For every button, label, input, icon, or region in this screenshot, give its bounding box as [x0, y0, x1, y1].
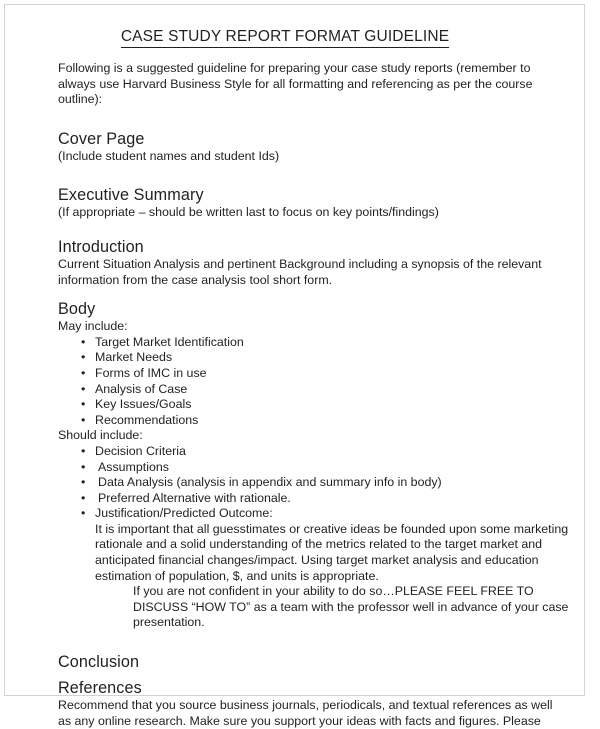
list-item	[58, 460, 570, 476]
should-include-list	[58, 444, 570, 522]
spacer	[58, 108, 570, 129]
may-include-label: May include:	[58, 319, 128, 334]
list-item-label: Market Needs	[95, 350, 173, 365]
list-item	[58, 382, 570, 398]
list-item-label: Justification/Predicted Outcome:	[95, 506, 273, 521]
document-page	[4, 4, 585, 728]
document-body	[58, 61, 570, 729]
bullet-icon: •	[81, 365, 86, 380]
bullet-icon: •	[81, 475, 86, 490]
list-item	[58, 413, 570, 429]
list-item	[58, 397, 570, 413]
bullet-icon: •	[81, 412, 86, 427]
heading-executive-summary: Executive Summary	[58, 186, 204, 205]
list-item-label: Recommendations	[95, 412, 199, 427]
references-text-line-1: Recommend that you source business journals, periodicals, and textual references as well	[58, 698, 553, 713]
list-item-label: Decision Criteria	[95, 443, 186, 458]
bullet-icon: •	[81, 334, 86, 349]
may-include-list	[58, 335, 570, 429]
bullet-icon: •	[81, 443, 86, 458]
list-item	[58, 366, 570, 382]
should-include-label: Should include:	[58, 428, 143, 443]
heading-cover-page: Cover Page	[58, 129, 145, 148]
list-item-label: Forms of IMC in use	[95, 365, 207, 380]
introduction-text: Current Situation Analysis and pertinent Background including a synopsis of the relevant information from the case analysis tool short form.	[58, 256, 542, 287]
discuss-paragraph-wrapper	[58, 584, 570, 631]
list-item	[58, 444, 570, 460]
list-item	[58, 475, 570, 491]
bullet-icon: •	[81, 397, 86, 412]
bullet-icon: •	[81, 490, 86, 505]
list-item-label: Assumptions	[98, 459, 169, 474]
list-item	[58, 506, 570, 522]
list-item-label: Preferred Alternative with rationale.	[98, 490, 291, 505]
list-item	[58, 491, 570, 507]
justification-paragraph: It is important that all guesstimates or creative ideas be founded upon some marketing rationale and a solid understanding of the metrics related to the target market and anticipated financial changes/impact. Using target market analysis and education estimation of population, $, and units is appropriate.	[95, 521, 569, 583]
list-item-label: Key Issues/Goals	[95, 397, 192, 412]
spacer	[58, 631, 570, 652]
heading-introduction: Introduction	[58, 237, 144, 256]
page-title	[5, 27, 565, 47]
page-title-text: CASE STUDY REPORT FORMAT GUIDELINE	[121, 28, 449, 48]
list-item	[58, 335, 570, 351]
justification-paragraph-wrapper	[58, 522, 570, 584]
spacer	[58, 288, 570, 299]
bullet-icon: •	[81, 350, 86, 365]
list-item-label: Data Analysis (analysis in appendix and summary info in body)	[98, 475, 442, 490]
intro-paragraph: Following is a suggested guideline for preparing your case study reports (remember to always use Harvard Business Style for all formatting and referencing as per the course outline):	[58, 61, 533, 107]
heading-body: Body	[58, 300, 96, 319]
list-item-label: Target Market Identification	[95, 334, 244, 349]
list-item	[58, 350, 570, 366]
list-item-label: Analysis of Case	[95, 381, 188, 396]
bullet-icon: •	[81, 459, 86, 474]
references-text-line-2: as any online research. Make sure you support your ideas with facts and figures. Please	[58, 713, 541, 728]
bullet-icon: •	[81, 506, 86, 521]
cover-page-text: (Include student names and student Ids)	[58, 148, 280, 163]
heading-references: References	[58, 679, 142, 698]
executive-summary-text: (If appropriate – should be written last to focus on key points/findings)	[58, 205, 439, 220]
heading-conclusion: Conclusion	[58, 653, 140, 672]
spacer	[58, 221, 570, 237]
spacer	[58, 164, 570, 185]
document-page-content	[5, 5, 586, 728]
bullet-icon: •	[81, 381, 86, 396]
discuss-paragraph: If you are not confident in your ability to do so…PLEASE FEEL FREE TO DISCUSS “HOW TO” as a team with the professor well in advance of your case presentation.	[133, 584, 569, 630]
